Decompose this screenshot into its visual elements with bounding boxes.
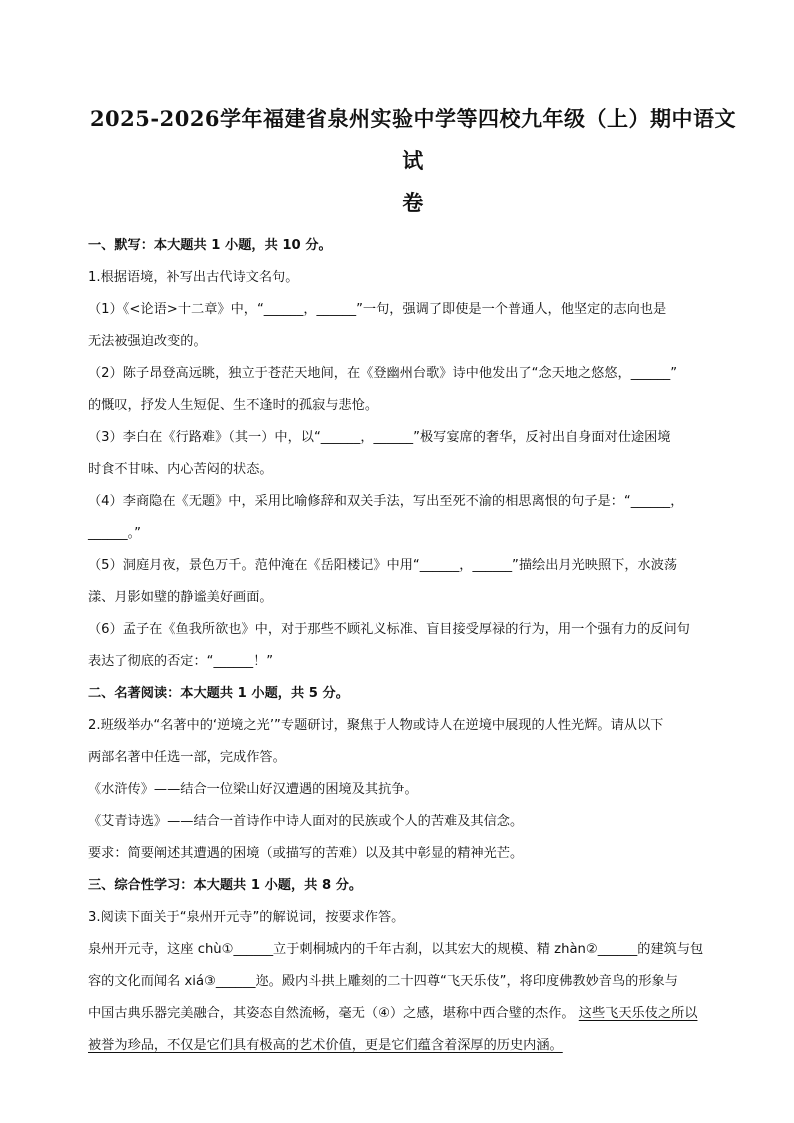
question-2-option-shuihu: 《水浒传》——结合一位梁山好汉遭遇的困境及其抗争。	[88, 782, 418, 797]
question-1-item-1-cont: 无法被强迫改变的。	[88, 334, 207, 349]
underlined-sentence-end: 被誉为珍品，不仅是它们具有极高的艺术价值，更是它们蕴含着深厚的历史内涵。	[88, 1038, 563, 1053]
question-1-item-5: （5）洞庭月夜，景色万千。范仲淹在《岳阳楼记》中用“______，______”描绘出月光映照下，水波荡	[88, 558, 678, 573]
question-3-passage-line-1: 泉州开元寺，这座 chù①______立于刺桐城内的千年古刹，以其宏大的规模、精 zhàn②______的建筑与包	[88, 942, 704, 957]
question-1-item-6-cont: 表达了彻底的否定：“______！”	[88, 654, 274, 669]
question-3-prompt: 3.阅读下面关于“泉州开元寺”的解说词，按要求作答。	[88, 910, 405, 925]
question-1-prompt: 1.根据语境，补写出古代诗文名句。	[88, 270, 299, 285]
section-classics-body	[88, 710, 738, 870]
section-heading-classics: 二、名著阅读：本大题共 1 小题，共 5 分。	[88, 686, 349, 701]
title-line-2: 卷	[402, 190, 424, 215]
question-1-item-1: （1）《<论语>十二章》中，“______，______”一句，强调了即使是一个普通人，他坚定的志向也是	[88, 302, 667, 317]
question-1-item-3-cont: 时食不甘味、内心苦闷的状态。	[88, 462, 273, 477]
section-heading-integrated: 三、综合性学习：本大题共 1 小题，共 8 分。	[88, 878, 363, 893]
question-1-item-2: （2）陈子昂登高远眺，独立于苍茫天地间，在《登幽州台歌》诗中他发出了“念天地之悠悠，______”	[88, 366, 678, 381]
passage-plain-text: 中国古典乐器完美融合，其姿态自然流畅，毫无（④）之感，堪称中西合璧的杰作。	[88, 1006, 575, 1021]
question-1-item-2-cont: 的慨叹，抒发人生短促、生不逢时的孤寂与悲怆。	[88, 398, 379, 413]
section-heading-dictation: 一、默写：本大题共 1 小题，共 10 分。	[88, 238, 332, 253]
question-2-prompt: 2.班级举办“名著中的‘逆境之光’”专题研讨，聚焦于人物或诗人在逆境中展现的人性光辉。请从以下	[88, 718, 664, 733]
question-1-item-4-cont: ______。”	[88, 526, 141, 541]
question-2-option-aiqing: 《艾青诗选》——结合一首诗作中诗人面对的民族或个人的苦难及其信念。	[88, 814, 524, 829]
question-3-passage-line-4	[88, 1030, 738, 1062]
section-integrated-body	[88, 902, 738, 1062]
question-2-requirement: 要求：简要阐述其遭遇的困境（或描写的苦难）以及其中彰显的精神光芒。	[88, 846, 524, 861]
question-1-item-3: （3）李白在《行路难》（其一）中，以“______，______”极写宴席的奢华，反衬出自身面对仕途困境	[88, 430, 671, 445]
question-1-item-6: （6）孟子在《鱼我所欲也》中，对于那些不顾礼义标准、盲目接受厚禄的行为，用一个强有力的反问句	[88, 622, 690, 637]
section-dictation-body	[88, 262, 738, 678]
title-line-1: 2025-2026学年福建省泉州实验中学等四校九年级（上）期中语文试	[89, 106, 737, 173]
question-2-prompt-cont: 两部名著中任选一部，完成作答。	[88, 750, 286, 765]
exam-title	[88, 98, 738, 224]
question-3-passage-line-3	[88, 998, 738, 1030]
underlined-sentence-start: 这些飞天乐伎之所以	[578, 1006, 698, 1021]
question-1-item-5-cont: 漾、月影如璧的静谧美好画面。	[88, 590, 273, 605]
question-1-item-4: （4）李商隐在《无题》中，采用比喻修辞和双关手法，写出至死不渝的相思离恨的句子是：“______，	[88, 494, 684, 509]
question-3-passage-line-2: 容的文化而闻名 xiá③______迩。殿内斗拱上雕刻的二十四尊“飞天乐伎”，将印度佛教妙音鸟的形象与	[88, 974, 678, 989]
